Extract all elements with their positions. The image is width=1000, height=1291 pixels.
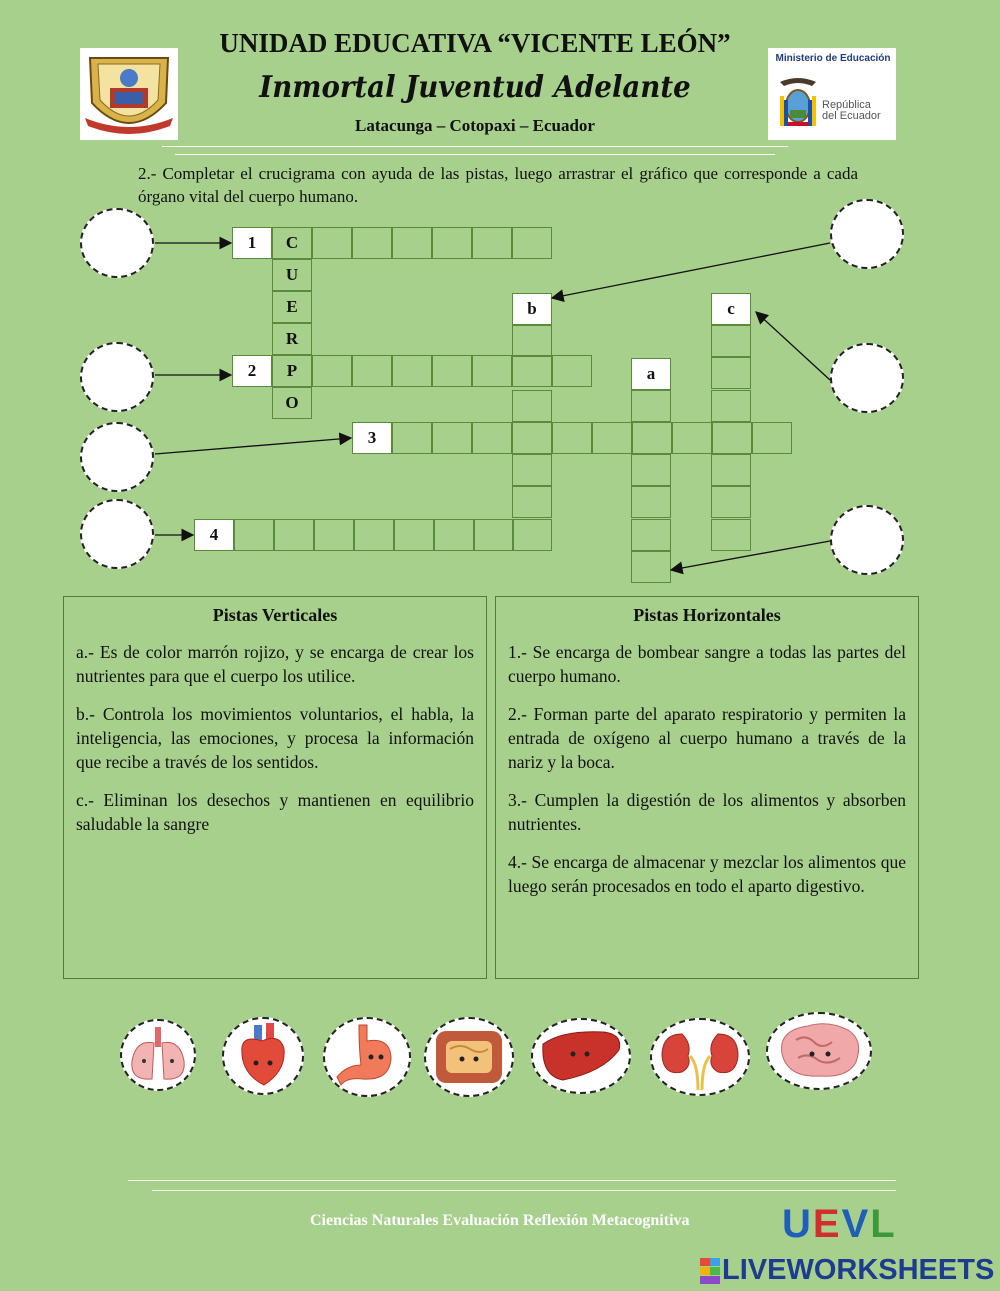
- brain-drag-item[interactable]: [766, 1012, 872, 1090]
- republic-label: República del Ecuador: [822, 99, 881, 122]
- horizontal-clues-box: [495, 596, 919, 979]
- letter-p: P: [272, 355, 312, 387]
- liver-drag-item[interactable]: [531, 1018, 631, 1094]
- kidneys-icon: [652, 1020, 748, 1094]
- clue-1: 1.- Se encarga de bombear sangre a todas las partes del cuerpo humano.: [508, 642, 906, 686]
- liveworksheets-brand[interactable]: LIVEWORKSHEETS: [722, 1254, 995, 1286]
- vertical-clues-title: Pistas Verticales: [212, 605, 338, 625]
- intestines-icon: [426, 1019, 512, 1095]
- label-c: c: [711, 293, 751, 325]
- school-motto: Inmortal Juventud Adelante: [259, 70, 691, 105]
- uevl-letter-l: L: [870, 1202, 897, 1246]
- intestines-drag-item[interactable]: [424, 1017, 514, 1097]
- letter-u: U: [272, 259, 312, 291]
- label-4: 4: [194, 519, 234, 551]
- vertical-clues-box: [63, 596, 487, 979]
- label-2: 2: [232, 355, 272, 387]
- clue-c: c.- Eliminan los desechos y mantienen en equilibrio saludable la sangre: [76, 790, 474, 834]
- liver-icon: [533, 1020, 629, 1092]
- footer-subject: Ciencias Naturales Evaluación Reflexión Metacognitiva: [310, 1212, 690, 1229]
- school-location: Latacunga – Cotopaxi – Ecuador: [355, 116, 595, 135]
- kidneys-drag-item[interactable]: [650, 1018, 750, 1096]
- lungs-drag-item[interactable]: [120, 1019, 196, 1091]
- lungs-icon: [122, 1021, 194, 1089]
- label-a: a: [631, 358, 671, 390]
- brain-icon: [768, 1014, 870, 1088]
- uevl-letter-v: V: [841, 1202, 871, 1246]
- clue-3: 3.- Cumplen la digestión de los alimentos y absorben nutrientes.: [508, 790, 906, 834]
- horizontal-clues-title: Pistas Horizontales: [633, 605, 781, 625]
- label-b: b: [512, 293, 552, 325]
- heart-drag-item[interactable]: [222, 1017, 304, 1095]
- clue-a: a.- Es de color marrón rojizo, y se encarga de crear los nutrientes para que el cuerpo los utilice.: [76, 642, 474, 686]
- stomach-drag-item[interactable]: [323, 1017, 411, 1097]
- uevl-letter-u: U: [782, 1202, 813, 1246]
- stomach-icon: [325, 1019, 409, 1095]
- letter-c: C: [272, 227, 312, 259]
- heart-icon: [224, 1019, 302, 1093]
- school-name: UNIDAD EDUCATIVA “VICENTE LEÓN”: [219, 28, 731, 58]
- uevl-logo: [782, 1202, 897, 1247]
- connector-arrows: [0, 0, 1000, 600]
- label-1: 1: [232, 227, 272, 259]
- letter-e: E: [272, 291, 312, 323]
- footer-divider-2: [152, 1190, 896, 1191]
- clue-b: b.- Controla los movimientos voluntarios, el habla, la inteligencia, las emociones, y procesa la información que recibe a través de los sentidos.: [76, 704, 474, 772]
- uevl-letter-e: E: [812, 1202, 842, 1246]
- letter-r: R: [272, 323, 312, 355]
- label-3: 3: [352, 422, 392, 454]
- liveworksheets-badge-icon: [700, 1258, 720, 1289]
- letter-o: O: [272, 387, 312, 419]
- ministry-label: Ministerio de Educación: [775, 53, 891, 64]
- clue-4: 4.- Se encarga de almacenar y mezclar los alimentos que luego serán procesados en todo el aparto digestivo.: [508, 852, 906, 896]
- instructions: 2.- Completar el crucigrama con ayuda de las pistas, luego arrastrar el gráfico que corresponde a cada órgano vital del cuerpo humano.: [138, 164, 858, 206]
- footer-divider: [128, 1180, 896, 1181]
- clue-2: 2.- Forman parte del aparato respiratorio y permiten la entrada de oxígeno al cuerpo humano a través de la nariz y la boca.: [508, 704, 906, 772]
